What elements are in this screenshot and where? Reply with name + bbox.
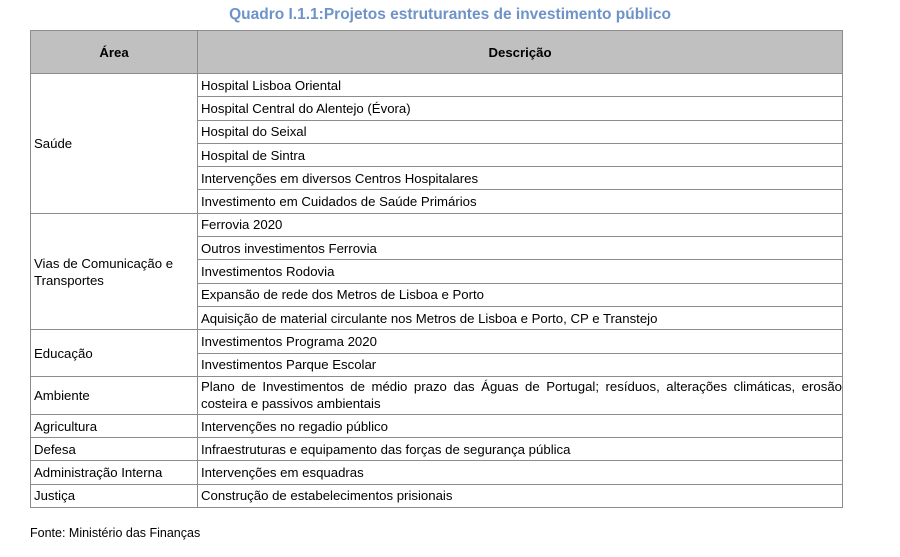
area-cell: Administração Interna [31,461,198,484]
header-area: Área [31,31,198,74]
area-cell: Defesa [31,438,198,461]
table-row [31,414,843,437]
area-cell: Educação [31,330,198,377]
investment-projects-table [30,30,843,508]
table-body [31,74,843,508]
description-cell: Outros investimentos Ferrovia [198,237,843,260]
header-descricao: Descrição [198,31,843,74]
description-cell: Aquisição de material circulante nos Metros de Lisboa e Porto, CP e Transtejo [198,306,843,329]
area-cell: Agricultura [31,414,198,437]
description-cell: Expansão de rede dos Metros de Lisboa e Porto [198,283,843,306]
description-cell: Plano de Investimentos de médio prazo das Águas de Portugal; resíduos, alterações climáticas, erosão costeira e passivos ambientais [198,376,843,414]
table-row [31,330,843,353]
description-cell: Ferrovia 2020 [198,213,843,236]
table-row [31,213,843,236]
description-cell: Investimentos Rodovia [198,260,843,283]
description-cell: Hospital do Seixal [198,120,843,143]
area-cell: Vias de Comunicação e Transportes [31,213,198,329]
description-cell: Infraestruturas e equipamento das forças de segurança pública [198,438,843,461]
description-cell: Investimentos Programa 2020 [198,330,843,353]
description-cell: Investimentos Parque Escolar [198,353,843,376]
area-cell: Saúde [31,74,198,214]
description-cell: Hospital Central do Alentejo (Évora) [198,97,843,120]
description-cell: Intervenções no regadio público [198,414,843,437]
description-cell: Intervenções em esquadras [198,461,843,484]
header-row [31,31,843,74]
source-note: Fonte: Ministério das Finanças [30,526,201,540]
table-row [31,484,843,507]
table-title: Quadro I.1.1:Projetos estruturantes de investimento público [229,6,671,23]
table-row [31,438,843,461]
area-cell: Justiça [31,484,198,507]
table-row [31,376,843,414]
description-cell: Hospital Lisboa Oriental [198,74,843,97]
description-cell: Construção de estabelecimentos prisionais [198,484,843,507]
description-cell: Investimento em Cuidados de Saúde Primários [198,190,843,213]
description-cell: Intervenções em diversos Centros Hospitalares [198,167,843,190]
area-cell: Ambiente [31,376,198,414]
description-cell: Hospital de Sintra [198,143,843,166]
table-row [31,74,843,97]
table-row [31,461,843,484]
